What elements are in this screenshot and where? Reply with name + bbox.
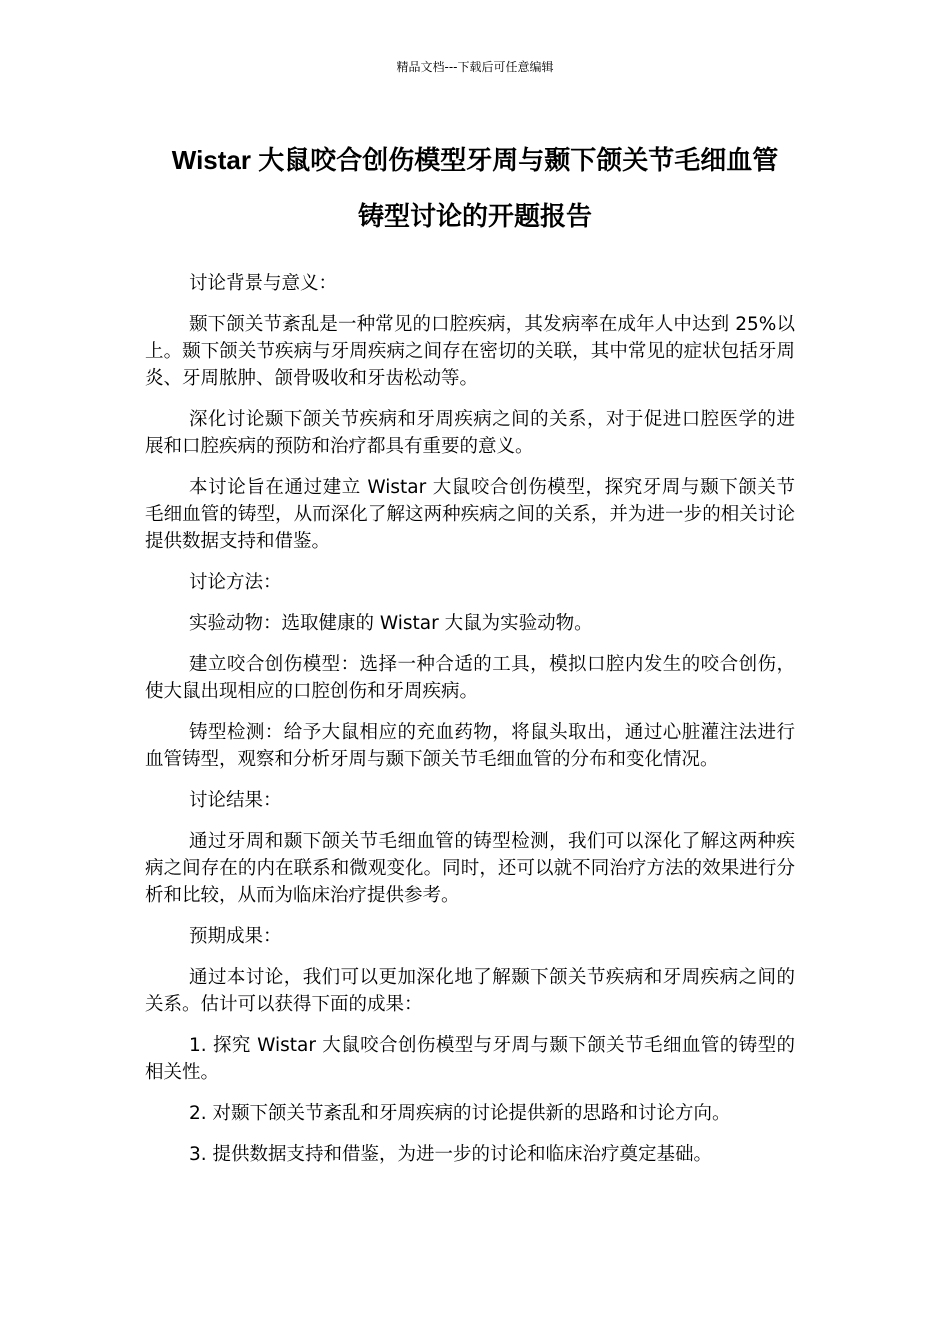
list-item: 1. 探究 Wistar 大鼠咬合创伤模型与牙周与颞下颌关节毛细血管的铸型的相关性。	[145, 1035, 795, 1083]
list-item: 3. 提供数据支持和借鉴，为进一步的讨论和临床治疗奠定基础。	[189, 1144, 713, 1165]
section-heading-background: 讨论背景与意义：	[189, 273, 338, 294]
section-heading-methods: 讨论方法：	[189, 572, 282, 593]
paragraph: 建立咬合创伤模型：选择一种合适的工具，模拟口腔内发生的咬合创伤，使大鼠出现相应的口腔创伤和牙周疾病。	[145, 654, 795, 702]
title-line-1: Wistar 大鼠咬合创伤模型牙周与颞下颌关节毛细血管	[171, 145, 779, 175]
document-body	[145, 270, 795, 1182]
paragraph: 深化讨论颞下颌关节疾病和牙周疾病之间的关系，对于促进口腔医学的进展和口腔疾病的预防和治疗都具有重要的意义。	[145, 409, 795, 457]
title-line-2: 铸型讨论的开题报告	[357, 201, 592, 231]
list-item: 2. 对颞下颌关节紊乱和牙周疾病的讨论提供新的思路和讨论方向。	[189, 1103, 731, 1124]
paragraph: 铸型检测：给予大鼠相应的充血药物，将鼠头取出，通过心脏灌注法进行血管铸型，观察和分析牙周与颞下颌关节毛细血管的分布和变化情况。	[145, 722, 795, 770]
paragraph: 实验动物：选取健康的 Wistar 大鼠为实验动物。	[189, 613, 593, 634]
paragraph: 通过牙周和颞下颌关节毛细血管的铸型检测，我们可以深化了解这两种疾病之间存在的内在联系和微观变化。同时，还可以就不同治疗方法的效果进行分析和比较，从而为临床治疗提供参考。	[145, 831, 795, 906]
section-heading-results: 讨论结果：	[189, 790, 282, 811]
section-heading-expected: 预期成果：	[189, 926, 282, 947]
paragraph: 通过本讨论，我们可以更加深化地了解颞下颌关节疾病和牙周疾病之间的关系。估计可以获得下面的成果：	[145, 967, 795, 1015]
paragraph: 本讨论旨在通过建立 Wistar 大鼠咬合创伤模型，探究牙周与颞下颌关节毛细血管的铸型，从而深化了解这两种疾病之间的关系，并为进一步的相关讨论提供数据支持和借鉴。	[145, 477, 795, 552]
header-note: 精品文档---下载后可任意编辑	[396, 60, 554, 74]
paragraph: 颞下颌关节紊乱是一种常见的口腔疾病，其发病率在成年人中达到 25%以上。颞下颌关节疾病与牙周疾病之间存在密切的关联，其中常见的症状包括牙周炎、牙周脓肿、颌骨吸收和牙齿松动等。	[145, 314, 795, 389]
document-title	[100, 132, 850, 244]
